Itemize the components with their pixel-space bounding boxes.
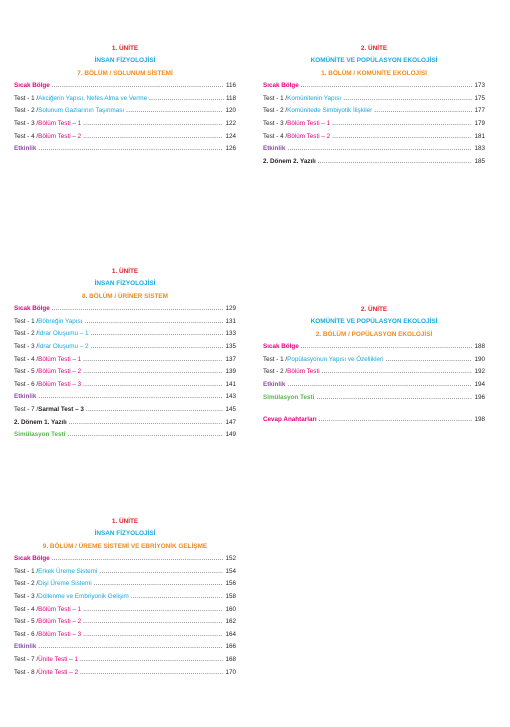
entry-test-number: Test - 2 /: [263, 107, 288, 115]
dot-leader: [38, 143, 223, 156]
unit-subject: İNSAN FİZYOLOJİSİ: [94, 530, 156, 538]
entry-title: Etkinlik: [263, 381, 286, 388]
entry-test-number: Test - 4 /: [14, 605, 39, 613]
dot-leader: [287, 143, 472, 156]
toc-entry: [263, 392, 485, 405]
entry-test-number: Test - 1 /: [14, 317, 39, 325]
dot-leader: [52, 303, 224, 316]
entry-test-number: Test - 1 /: [14, 567, 39, 575]
dot-leader: [83, 379, 223, 392]
toc-entry: [14, 417, 236, 430]
unit-title: 1. ÜNİTE: [111, 45, 139, 52]
page-number: 181: [474, 132, 485, 140]
entry-test-number: Test - 3 /: [14, 593, 39, 600]
page-number: 164: [225, 630, 236, 638]
dot-leader: [83, 131, 223, 144]
toc-entry: [263, 143, 485, 156]
page-number: 137: [225, 355, 236, 363]
entry-test-number: Test - 3 /: [14, 120, 39, 127]
toc-entry: [263, 366, 485, 379]
entry-title: Ünite Testi – 2: [38, 668, 78, 676]
toc-entry: [14, 143, 236, 156]
entry-title: Sarmal Test – 3: [38, 405, 84, 413]
toc-spacer: [263, 404, 485, 414]
page-number: 143: [225, 393, 236, 401]
toc-entry: [14, 391, 236, 404]
entry-test-number: Test - 3 /: [263, 120, 288, 127]
dot-leader: [318, 156, 473, 169]
dot-leader: [332, 118, 472, 131]
entry-test-number: Test - 4 /: [14, 355, 39, 363]
toc-entry: [263, 80, 485, 93]
entry-title: Bölüm Testi – 1: [38, 605, 82, 613]
entry-test-number: Test - 7 /: [14, 655, 39, 663]
unit-title: 2. ÜNİTE: [360, 45, 388, 52]
page-number: 152: [225, 555, 236, 563]
page-number: 131: [225, 317, 236, 325]
page-number: 170: [225, 668, 236, 676]
entry-title: Bölüm Testi – 2: [38, 368, 82, 376]
dot-leader: [67, 429, 223, 442]
dot-leader: [301, 80, 473, 93]
entry-title: Cevap Anahtarları: [263, 416, 317, 424]
toc-entry: [14, 118, 236, 131]
entry-test-number: Test - 1 /: [263, 355, 288, 363]
entry-title: Solunum Gazlarının Taşınması: [38, 107, 125, 115]
page-number: 196: [474, 393, 485, 401]
page-number: 160: [225, 605, 236, 613]
toc-entry: [14, 80, 236, 93]
entry-title: Sıcak Bölge: [14, 555, 50, 563]
page-number: 135: [225, 343, 236, 350]
dot-leader: [38, 391, 223, 404]
toc-block-unit1-chapter8: [14, 266, 236, 442]
entry-title: Bölüm Testi – 3: [38, 630, 82, 638]
page-number: 129: [225, 305, 236, 313]
entry-title: Simülasyon Testi: [263, 393, 315, 401]
dot-leader: [69, 417, 224, 430]
entry-test-number: Test - 6 /: [14, 380, 39, 388]
dot-leader: [80, 667, 224, 680]
page-number: 158: [225, 593, 236, 600]
dot-leader: [131, 591, 224, 604]
entry-title: Döllenme ve Embriyonik Gelişim: [38, 593, 129, 600]
toc-block-unit2-chapter1: [263, 43, 485, 168]
entry-title: İdrar Oluşumu – 1: [38, 330, 89, 338]
entry-title: Bölüm Testi – 2: [38, 618, 82, 626]
page-number: 166: [225, 643, 236, 651]
entry-test-number: Test - 2 /: [263, 368, 288, 376]
page-number: 149: [225, 431, 236, 439]
entry-title: Bölüm Testi – 2: [287, 132, 331, 140]
page-number: 147: [225, 418, 236, 426]
page-number: 168: [225, 655, 236, 663]
entry-test-number: Test - 5 /: [14, 368, 39, 376]
toc-entry: [263, 118, 485, 131]
toc-entry: [14, 131, 236, 144]
toc-entry: [14, 379, 236, 392]
page-number: 185: [474, 157, 485, 165]
toc-block-unit2-chapter2: [263, 304, 485, 427]
entry-title: İdrar Oluşumu – 2: [38, 343, 89, 350]
toc-entry: [14, 616, 236, 629]
dot-leader: [83, 604, 223, 617]
toc-entry: [14, 604, 236, 617]
toc-entry: [14, 429, 236, 442]
unit-subject: KOMÜNİTE VE POPÜLASYON EKOLOJİSİ: [310, 318, 438, 326]
chapter-title: 7. BÖLÜM / SOLUNUM SİSTEMİ: [77, 69, 173, 77]
toc-entry: [263, 354, 485, 367]
dot-leader: [316, 392, 472, 405]
entry-title: Etkinlik: [14, 643, 37, 651]
chapter-title: 2. BÖLÜM / POPÜLASYON EKOLOJİSİ: [315, 330, 433, 338]
toc-entry: [14, 316, 236, 329]
dot-leader: [99, 566, 223, 579]
page-number: 122: [225, 120, 236, 127]
unit-title: 1. ÜNİTE: [111, 268, 139, 275]
entry-test-number: Test - 1 /: [263, 94, 288, 102]
entry-title: Komünitenin Yapısı: [287, 94, 342, 102]
dot-leader: [386, 354, 473, 367]
toc-entry: [263, 105, 485, 118]
dot-leader: [83, 366, 223, 379]
page-number: 120: [225, 107, 236, 115]
entry-title: Popülasyonun Yapısı ve Özellikleri: [287, 355, 384, 363]
toc-entry: [263, 414, 485, 427]
unit-subject: İNSAN FİZYOLOJİSİ: [94, 57, 156, 65]
toc-block-unit1-chapter9: [14, 516, 236, 679]
page-number: 141: [225, 380, 236, 388]
page-number: 179: [474, 120, 485, 127]
entry-title: 2. Dönem 2. Yazılı: [263, 157, 316, 165]
toc-entry: [14, 553, 236, 566]
page-number: 145: [225, 405, 236, 413]
chapter-title: 9. BÖLÜM / ÜREME SİSTEMİ VE EBRİYONİK GELİŞME: [42, 542, 208, 550]
toc-entry: [14, 566, 236, 579]
dot-leader: [86, 404, 224, 417]
dot-leader: [91, 328, 224, 341]
toc-entry: [14, 591, 236, 604]
dot-leader: [52, 553, 224, 566]
dot-leader: [94, 578, 224, 591]
entry-title: Etkinlik: [14, 145, 37, 153]
entry-title: Etkinlik: [263, 145, 286, 153]
entry-title: Bölüm Testi: [287, 368, 320, 376]
entry-test-number: Test - 1 /: [14, 94, 39, 102]
dot-leader: [83, 118, 223, 131]
entry-title: Dişi Üreme Sistemi: [38, 580, 92, 588]
toc-entry: [263, 379, 485, 392]
entry-title: Akciğerin Yapısı, Nefes Alma ve Verme: [38, 94, 148, 102]
page-number: 192: [474, 368, 485, 376]
page-number: 177: [474, 107, 485, 115]
toc-entry: [263, 156, 485, 169]
toc-entry: [14, 641, 236, 654]
entry-test-number: Test - 2 /: [14, 330, 39, 338]
entry-test-number: Test - 7 /: [14, 405, 39, 413]
dot-leader: [91, 341, 224, 354]
page-number: 162: [225, 618, 236, 626]
dot-leader: [287, 379, 472, 392]
entry-title: Simülasyon Testi: [14, 431, 66, 439]
dot-leader: [332, 131, 472, 144]
toc-entry: [14, 328, 236, 341]
entry-title: Komünitede Simbiyotik İlişkiler: [287, 107, 373, 115]
toc-entry: [14, 105, 236, 118]
unit-title: 2. ÜNİTE: [360, 306, 388, 313]
dot-leader: [319, 414, 473, 427]
dot-leader: [80, 654, 224, 667]
entry-test-number: Test - 4 /: [263, 132, 288, 140]
unit-subject: KOMÜNİTE VE POPÜLASYON EKOLOJİSİ: [310, 57, 438, 65]
entry-test-number: Test - 6 /: [14, 630, 39, 638]
page-number: 156: [225, 580, 236, 588]
entry-title: Erkek Üreme Sistemi: [38, 567, 98, 575]
dot-leader: [126, 105, 223, 118]
dot-leader: [322, 366, 473, 379]
toc-entry: [263, 93, 485, 106]
toc-entry: [263, 341, 485, 354]
toc-entry: [14, 354, 236, 367]
page-number: 175: [474, 94, 485, 102]
page-number: 188: [474, 343, 485, 351]
entry-title: Bölüm Testi – 1: [38, 120, 82, 127]
unit-title: 1. ÜNİTE: [111, 518, 139, 525]
toc-entry: [14, 303, 236, 316]
toc-block-unit1-chapter7: [14, 43, 236, 156]
dot-leader: [38, 641, 223, 654]
toc-entry: [14, 341, 236, 354]
toc-entry: [263, 131, 485, 144]
page-number: 154: [225, 567, 236, 575]
entry-title: Sıcak Bölge: [14, 82, 50, 90]
page-number: 124: [225, 132, 236, 140]
page-number: 190: [474, 355, 485, 363]
entry-title: Sıcak Bölge: [263, 343, 299, 351]
entry-test-number: Test - 3 /: [14, 343, 39, 350]
page-number: 198: [474, 416, 485, 424]
toc-entry: [14, 667, 236, 680]
toc-entry: [14, 404, 236, 417]
dot-leader: [374, 105, 472, 118]
entry-title: Sıcak Bölge: [263, 82, 299, 90]
entry-title: Bölüm Testi – 1: [287, 120, 331, 127]
entry-title: Bölüm Testi – 2: [38, 132, 82, 140]
toc-entry: [14, 366, 236, 379]
entry-title: Etkinlik: [14, 393, 37, 401]
toc-entry: [14, 654, 236, 667]
entry-test-number: Test - 5 /: [14, 618, 39, 626]
dot-leader: [83, 629, 223, 642]
toc-entry: [14, 629, 236, 642]
entry-title: Sıcak Bölge: [14, 305, 50, 313]
entry-test-number: Test - 8 /: [14, 668, 39, 676]
entry-title: Böbreğin Yapısı: [38, 317, 83, 325]
dot-leader: [84, 316, 223, 329]
dot-leader: [52, 80, 224, 93]
entry-test-number: Test - 4 /: [14, 132, 39, 140]
toc-entry: [14, 93, 236, 106]
unit-subject: İNSAN FİZYOLOJİSİ: [94, 280, 156, 288]
dot-leader: [83, 616, 223, 629]
page-number: 194: [474, 381, 485, 388]
dot-leader: [301, 341, 473, 354]
page-number: 183: [474, 145, 485, 153]
dot-leader: [83, 354, 223, 367]
chapter-title: 1. BÖLÜM / KOMÜNİTE EKOLOJİSİ: [321, 69, 427, 77]
page-number: 139: [225, 368, 236, 376]
page-number: 116: [225, 82, 236, 90]
entry-title: Bölüm Testi – 3: [38, 380, 82, 388]
entry-title: Ünite Testi – 1: [38, 655, 78, 663]
dot-leader: [149, 93, 224, 106]
entry-title: Bölüm Testi – 1: [38, 355, 82, 363]
page-number: 126: [225, 145, 236, 153]
entry-title: 2. Dönem 1. Yazılı: [14, 418, 67, 426]
page-number: 118: [225, 94, 236, 102]
page-number: 133: [225, 330, 236, 338]
entry-test-number: Test - 2 /: [14, 107, 39, 115]
entry-test-number: Test - 2 /: [14, 580, 39, 588]
dot-leader: [343, 93, 472, 106]
page-number: 173: [474, 82, 485, 90]
chapter-title: 8. BÖLÜM / ÜRİNER SİSTEM: [82, 292, 168, 300]
toc-entry: [14, 578, 236, 591]
